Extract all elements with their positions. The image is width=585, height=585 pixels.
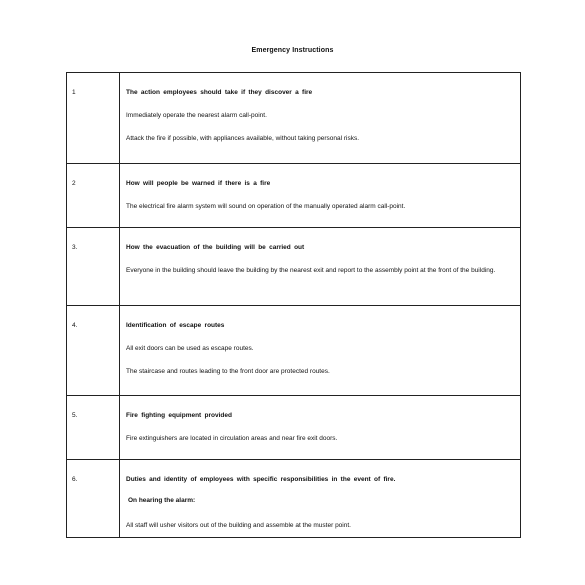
row-paragraph: Fire extinguishers are located in circulation areas and near fire exit doors. [126,435,338,442]
row-content-cell [120,73,521,164]
row-heading: The action employees should take if they discover a fire [126,89,313,96]
row-paragraph: The electrical fire alarm system will sound on operation of the manually operated alarm call-point. [126,203,406,210]
row-number-cell [67,306,120,396]
row-paragraph: All staff will usher visitors out of the building and assemble at the muster point. [126,522,351,529]
row-number: 5. [72,412,78,419]
row-heading: How will people be warned if there is a fire [126,180,271,187]
instructions-table [66,72,521,538]
row-heading: Identification of escape routes [126,322,225,329]
row-number: 3. [72,244,78,251]
row-heading: How the evacuation of the building will be carried out [126,244,305,251]
row-paragraph: Immediately operate the nearest alarm call-point. [126,112,267,119]
row-number: 6. [72,476,78,483]
row-subheading: On hearing the alarm: [128,497,196,504]
row-number-cell [67,73,120,164]
table-row [67,460,521,538]
row-content-cell [120,164,521,228]
table-row [67,228,521,306]
table-row [67,396,521,460]
page-title: Emergency Instructions [251,47,334,54]
row-paragraph: The staircase and routes leading to the front door are protected routes. [126,368,330,375]
row-heading: Duties and identity of employees with specific responsibilities in the event of fire. [126,476,396,483]
row-content-cell [120,460,521,538]
row-content-cell [120,228,521,306]
row-content-cell [120,396,521,460]
row-number-cell [67,164,120,228]
row-number: 2 [72,180,76,187]
row-paragraph: Attack the fire if possible, with appliances available, without taking personal risks. [126,135,360,142]
table-row [67,306,521,396]
row-number: 1 [72,89,76,96]
row-paragraph: Everyone in the building should leave the building by the nearest exit and report to the assembly point at the front of the building. [126,267,496,274]
row-number-cell [67,460,120,538]
table-row [67,73,521,164]
table-row [67,164,521,228]
row-number-cell [67,396,120,460]
row-content-cell [120,306,521,396]
row-number: 4. [72,322,78,329]
row-number-cell [67,228,120,306]
row-heading: Fire fighting equipment provided [126,412,232,419]
row-paragraph: All exit doors can be used as escape routes. [126,345,254,352]
